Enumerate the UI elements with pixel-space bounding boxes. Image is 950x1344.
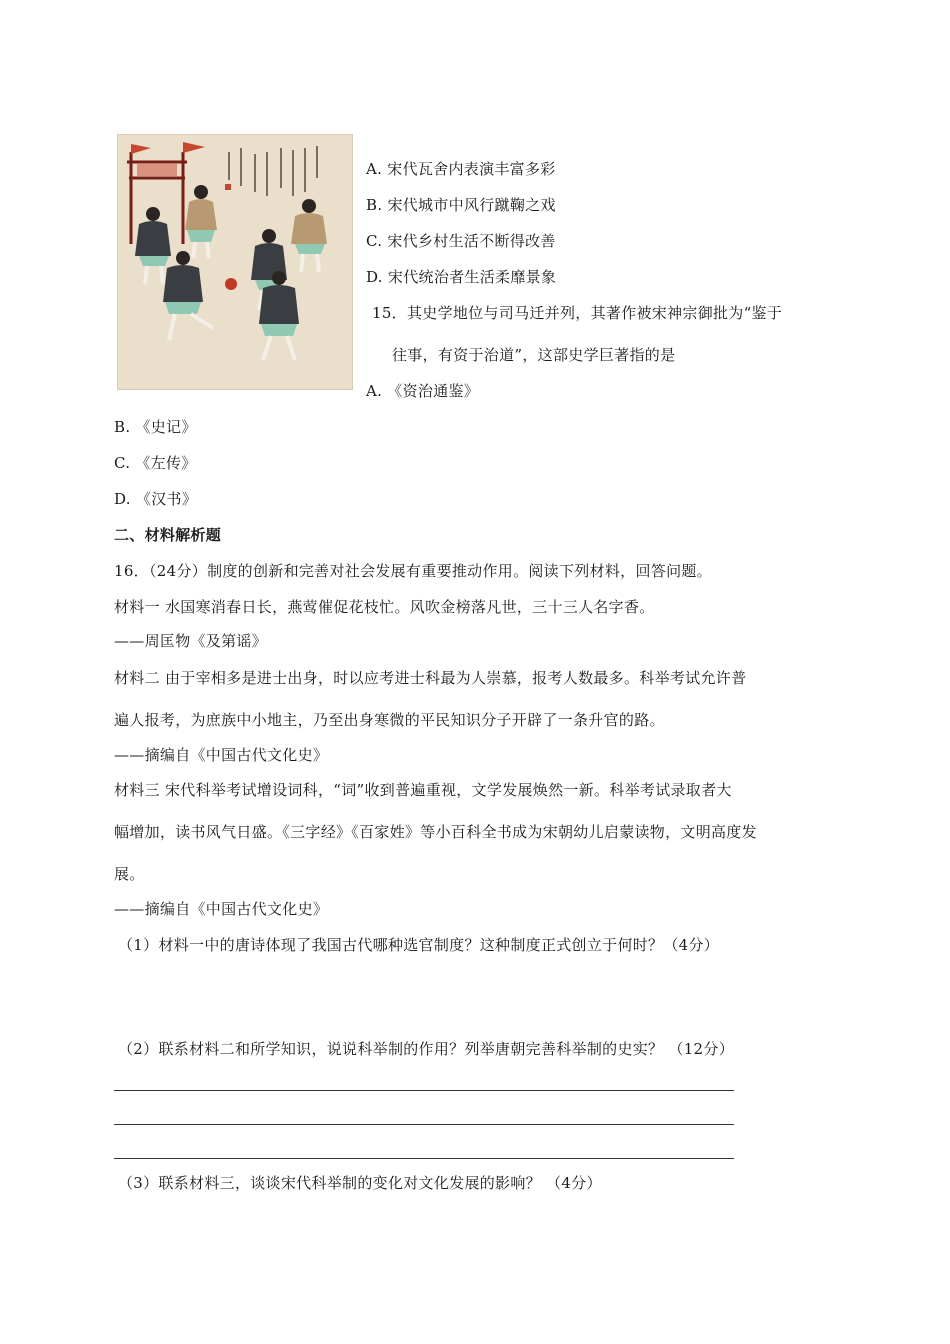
cuju-painting-icon bbox=[117, 134, 353, 390]
answer-line[interactable] bbox=[114, 1124, 734, 1125]
q15-option-b: B. 《史记》 bbox=[114, 418, 197, 436]
q15-option-a: A. 《资治通鉴》 bbox=[366, 382, 480, 400]
answer-line[interactable] bbox=[114, 1090, 734, 1091]
q14-option-c: C. 宋代乡村生活不断得改善 bbox=[366, 232, 556, 250]
q14-option-b: B. 宋代城市中风行蹴鞠之戏 bbox=[366, 196, 556, 214]
answer-line[interactable] bbox=[114, 1158, 734, 1159]
material-3-line3: 展。 bbox=[114, 865, 145, 883]
material-2-line2: 遍人报考，为庶族中小地主，乃至出身寒微的平民知识分子开辟了一条升官的路。 bbox=[114, 711, 665, 729]
material-3-line1: 材料三 宋代科举考试增设词科，“词”收到普遍重视，文学发展焕然一新。科举考试录取者大 bbox=[114, 781, 732, 799]
material-2-line1: 材料二 由于宰相多是进士出身，时以应考进士科最为人崇慕，报考人数最多。科举考试允许普 bbox=[114, 669, 747, 687]
material-3-source: ——摘编自《中国古代文化史》 bbox=[114, 900, 329, 918]
q15-option-d: D. 《汉书》 bbox=[114, 490, 198, 508]
q15-option-c: C. 《左传》 bbox=[114, 454, 197, 472]
section-heading: 二、材料解析题 bbox=[114, 526, 222, 544]
sub-question-1: （1）材料一中的唐诗体现了我国古代哪种选官制度？这种制度正式创立于何时？（4分） bbox=[118, 936, 720, 954]
q14-option-d: D. 宋代统治者生活柔靡景象 bbox=[366, 268, 557, 286]
sub-question-3: （3）联系材料三，谈谈宋代科举制的变化对文化发展的影响？ （4分） bbox=[118, 1174, 602, 1192]
q16-stem: 16．（24分）制度的创新和完善对社会发展有重要推动作用。阅读下列材料，回答问题。 bbox=[114, 562, 712, 580]
material-2-source: ——摘编自《中国古代文化史》 bbox=[114, 746, 329, 764]
sub-question-2: （2）联系材料二和所学知识，说说科举制的作用？列举唐朝完善科举制的史实？ （12分） bbox=[118, 1040, 735, 1058]
material-1-source: ——周匡物《及第谣》 bbox=[114, 632, 268, 650]
q15-stem-line1: 15．其史学地位与司马迁并列，其著作被宋神宗御批为“鉴于 bbox=[372, 304, 783, 322]
material-1-text: 材料一 水国寒消春日长，燕莺催促花枝忙。风吹金榜落凡世，三十三人名字香。 bbox=[114, 598, 655, 616]
q14-option-a: A. 宋代瓦舍内表演丰富多彩 bbox=[366, 160, 556, 178]
material-3-line2: 幅增加，读书风气日盛。《三字经》《百家姓》等小百科全书成为宋朝幼儿启蒙读物，文明高度发 bbox=[114, 823, 757, 841]
q15-stem-line2: 往事，有资于治道”，这部史学巨著指的是 bbox=[392, 346, 676, 364]
